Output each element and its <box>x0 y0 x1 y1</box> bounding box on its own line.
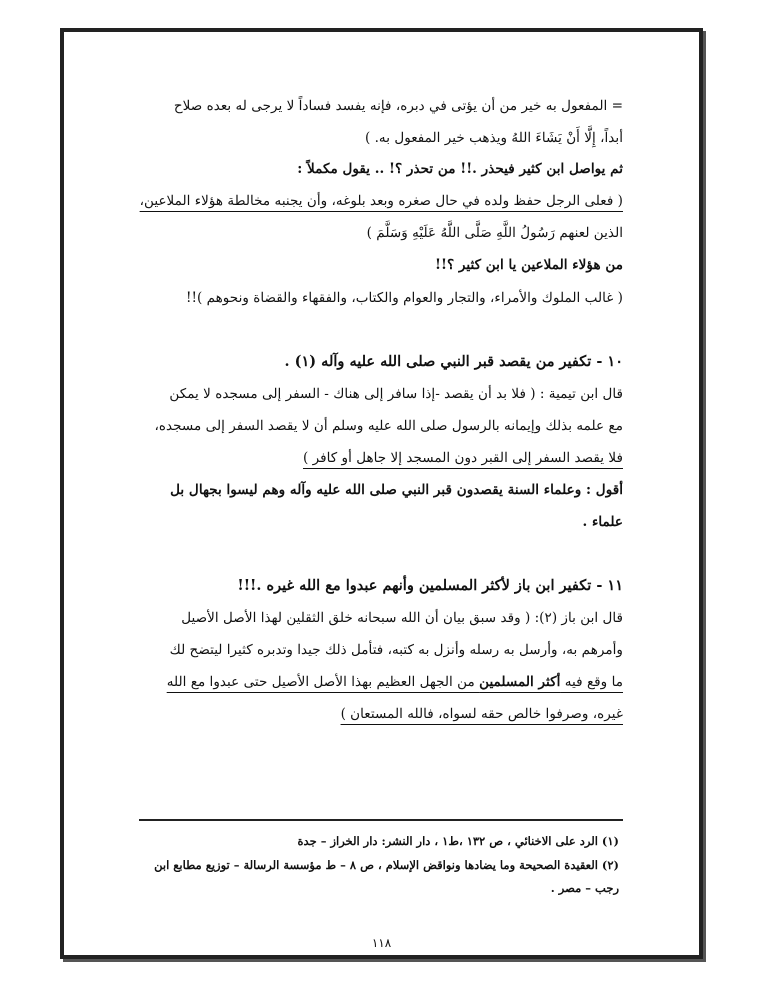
s11-line3-post: من الجهل العظيم بهذا الأصل الأصيل حتى عبدوا مع الله <box>166 674 480 690</box>
s10-line3-text: فلا يقصد السفر إلى القبر دون المسجد إلا جاهل أو كافر ) <box>302 450 623 466</box>
s11-line1: قال ابن باز (٢): ( وقد سبق بيان أن الله سبحانه خلق الثقلين لهذا الأصل الأصيل <box>181 610 623 626</box>
s11-line3 <box>140 672 623 692</box>
s10-line2: مع علمه بذلك وإيمانه بالرسول صلى الله عليه وسلم أن لا يقصد السفر إلى مسجده، <box>154 418 623 434</box>
page-content <box>64 32 699 955</box>
footnote-separator <box>139 819 623 821</box>
s10-line4: أقول : وعلماء السنة يقصدون قبر النبي صلى الله عليه وآله وهم ليسوا بجهال بل <box>170 482 623 498</box>
p1-line3: ثم يواصل ابن كثير فيحذر .!! من تحذر ؟! .. يقول مكملاً : <box>297 161 623 177</box>
p1-line1: = المفعول به خير من أن يؤتى في دبره، فإنه يفسد فساداً لا يرجى له بعده صلاح <box>173 98 623 114</box>
p1-line5: الذين لعنهم رَسُولُ اللَّهِ صَلَّى اللَّهُ عَلَيْهِ وَسَلَّمَ ) <box>366 225 623 241</box>
s10-line1: قال ابن تيمية : ( فلا بد أن يقصد -إذا سافر إلى هناك - السفر إلى مسجده لا يمكن <box>169 386 623 402</box>
s11-line3-bold: أكثر المسلمين <box>479 674 561 690</box>
section11-heading: ١١ - تكفير ابن باز لأكثر المسلمين وأنهم عبدوا مع الله غيره .!!! <box>237 577 623 594</box>
s10-line3 <box>140 448 623 468</box>
p1-line4-text: ( فعلى الرجل حفظ ولده في حال صغره وبعد بلوغه، وأن يجنبه مخالطة هؤلاء الملاعين، <box>139 193 623 209</box>
p1-line7: ( غالب الملوك والأمراء، والتجار والعوام والكتاب، والفقهاء والقضاة ونحوهم )!! <box>186 290 623 306</box>
s11-line2: وأمرهم به، وأرسل به رسله وأنزل به كتبه، فتأمل ذلك جيدا وتدبره كثيرا ليتضح لك <box>169 642 623 658</box>
s11-line4-text: غيره، وصرفوا خالص حقه لسواه، فالله المستعان ) <box>340 706 623 722</box>
s11-line3-pre: ما وقع فيه <box>560 674 623 690</box>
footnote-2a: (٢) العقيدة الصحيحة وما يضادها ونواقض الإسلام ، ص ٨ – ط مؤسسة الرسالة – توزيع مطابع ابن <box>154 858 619 872</box>
s11-line4 <box>140 704 623 724</box>
page-number: ١١٨ <box>371 936 392 950</box>
footnote-2b: رجب – مصر . <box>550 881 619 895</box>
section10-heading: ١٠ - تكفير من يقصد قبر النبي صلى الله عليه وآله (١) . <box>284 353 623 370</box>
p1-line2: أبداً، إِلَّا أَنْ يَشَاءَ اللهُ ويذهب خير المفعول به. ) <box>364 130 623 146</box>
footnote-1: (١) الرد على الاخنائي ، ص ١٣٢ ،ط١ ، دار النشر: دار الخراز – جدة <box>297 834 619 848</box>
p1-line6: من هؤلاء الملاعين يا ابن كثير ؟!! <box>435 257 623 273</box>
s10-line5: علماء . <box>582 514 623 530</box>
page-frame <box>60 28 703 959</box>
p1-line4 <box>140 191 623 211</box>
